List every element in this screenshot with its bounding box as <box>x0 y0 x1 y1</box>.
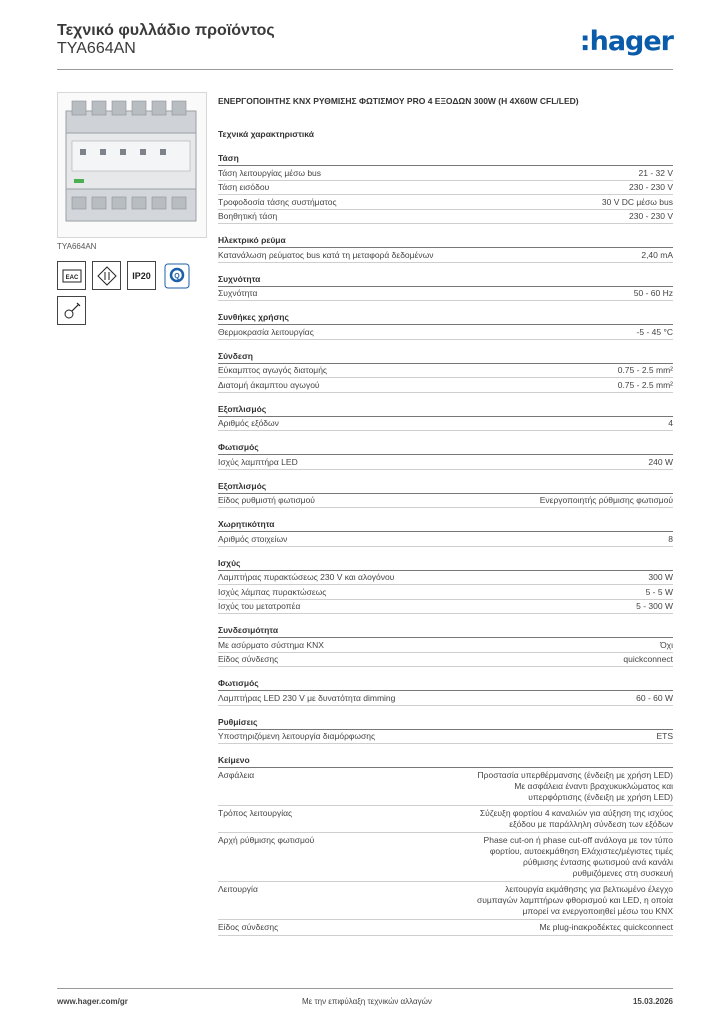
product-image <box>57 92 207 238</box>
technical-characteristics-heading: Τεχνικά χαρακτηριστικά <box>218 129 314 139</box>
spec-value: 0.75 - 2.5 mm² <box>617 365 673 375</box>
spec-row <box>218 364 673 379</box>
screwdriver-torque-icon <box>57 296 86 325</box>
text-row <box>218 833 673 882</box>
spec-label: Εύκαμπτος αγωγός διατομής <box>218 365 328 375</box>
spec-row <box>218 181 673 196</box>
section-title: Σύνδεση <box>218 350 673 364</box>
product-code-title: TYA664AN <box>57 40 136 57</box>
spec-row <box>218 494 673 509</box>
spec-label: Ισχύς λάμπας πυρακτώσεως <box>218 586 327 597</box>
spec-value: 50 - 60 Hz <box>633 288 673 298</box>
footer-date: 15.03.2026 <box>632 997 673 1006</box>
text-value <box>473 770 673 803</box>
svg-text:EAC: EAC <box>65 274 78 281</box>
spec-value: Όχι <box>660 639 673 650</box>
spec-sections <box>218 152 673 744</box>
section-title: Κείμενο <box>218 754 673 768</box>
spec-label: Είδος ρυθμιστή φωτισμού <box>218 495 315 505</box>
product-image-column <box>57 92 207 325</box>
text-value <box>473 835 673 879</box>
spec-value: 60 - 60 W <box>636 692 673 703</box>
spec-value: 230 - 230 V <box>629 182 673 192</box>
quickconnect-icon <box>162 261 191 290</box>
text-row <box>218 806 673 833</box>
spec-row <box>218 455 673 470</box>
text-label: Τρόπος λειτουργίας <box>218 808 293 818</box>
section-title: Φωτισμός <box>218 441 673 455</box>
text-label: Είδος σύνδεσης <box>218 922 279 932</box>
eac-icon <box>57 261 86 290</box>
spec-row <box>218 417 673 432</box>
product-image-caption: TYA664AN <box>57 242 97 251</box>
spec-value: 30 V DC μέσω bus <box>601 196 673 207</box>
section-title: Εξοπλισμός <box>218 403 673 417</box>
spec-value: 2,40 mA <box>641 249 673 260</box>
spec-value: 5 - 300 W <box>636 601 673 611</box>
text-value-line: Προστασία υπερθέρμανσης (ένδειξη με χρήση LED) <box>477 770 673 780</box>
spec-value: quickconnect <box>623 654 673 664</box>
spec-label: Κατανάλωση ρεύματος bus κατά τη μεταφορά δεδομένων <box>218 249 434 260</box>
section-title: Ισχύς <box>218 557 673 571</box>
spec-row <box>218 210 673 225</box>
section-title: Τάση <box>218 152 673 166</box>
spec-row <box>218 600 673 615</box>
din-rail-module-image <box>58 93 206 237</box>
spec-label: Υποστηριζόμενη λειτουργία διαμόρφωσης <box>218 731 376 741</box>
spec-row <box>218 287 673 302</box>
spec-row <box>218 248 673 263</box>
text-value <box>473 922 673 933</box>
spec-value: 4 <box>668 418 673 428</box>
text-row <box>218 768 673 806</box>
text-value-line: λειτουργία εκμάθησης για βελτιωμένο έλεγχο συμπαγών λαμπτήρων φθορισμού και LED, η οποία μπορεί να ενεργοποιηθεί μέσω του KNX <box>476 884 673 916</box>
text-label: Αρχή ρύθμισης φωτισμού <box>218 835 315 845</box>
section-title: Συχνότητα <box>218 273 673 287</box>
spec-label: Τάση εισόδου <box>218 182 270 192</box>
section-title: Ηλεκτρικό ρεύμα <box>218 234 673 248</box>
text-value-line: Με plug-inακροδέκτες quickconnect <box>539 922 673 932</box>
spec-row <box>218 195 673 210</box>
spec-value: 5 - 5 W <box>645 586 673 597</box>
spec-value: Ενεργοποιητής ρύθμισης φωτισμού <box>539 495 673 505</box>
page-header <box>57 22 673 58</box>
spec-value: 240 W <box>648 456 673 467</box>
spec-row <box>218 571 673 586</box>
certification-icons <box>57 261 207 290</box>
section-title: Συνδεσιμότητα <box>218 624 673 638</box>
product-name: ΕΝΕΡΓΟΠΟΙΗΤΗΣ KNX ΡΥΘΜΙΣΗΣ ΦΩΤΙΣΜΟΥ PRO 4 ΕΞΟΔΩΝ 300W (Η 4X60W CFL/LED) <box>218 96 579 106</box>
text-row <box>218 882 673 920</box>
page-title: Τεχνικό φυλλάδιο προϊόντος <box>57 22 275 39</box>
svg-text:Q: Q <box>173 272 180 280</box>
spec-row <box>218 691 673 706</box>
hager-logo: :hager <box>579 26 673 57</box>
section-title: Χωρητικότητα <box>218 518 673 532</box>
spec-label: Βοηθητική τάση <box>218 211 278 221</box>
spec-label: Λαμπτήρας πυρακτώσεως 230 V και αλογόνου <box>218 572 395 582</box>
text-label: Ασφάλεια <box>218 770 255 780</box>
text-section <box>218 754 673 936</box>
spec-label: Τάση λειτουργίας μέσω bus <box>218 167 322 178</box>
spec-label: Συχνότητα <box>218 288 258 298</box>
specifications-column <box>218 95 673 936</box>
spec-value: 300 W <box>648 572 673 582</box>
spec-value: ETS <box>656 731 673 741</box>
spec-label: Λαμπτήρας LED 230 V με δυνατότητα dimming <box>218 692 396 703</box>
class-ii-insulation-icon <box>92 261 121 290</box>
spec-label: Ισχύς του μετατροπέα <box>218 601 301 611</box>
spec-label: Είδος σύνδεσης <box>218 654 279 664</box>
spec-value: 21 - 32 V <box>638 167 673 178</box>
text-value <box>473 884 673 917</box>
spec-row <box>218 166 673 181</box>
spec-label: Ισχύς λαμπτήρα LED <box>218 456 298 467</box>
text-label: Λειτουργία <box>218 884 258 894</box>
spec-value: -5 - 45 °C <box>636 326 673 337</box>
text-row <box>218 920 673 936</box>
spec-row <box>218 730 673 745</box>
spec-label: Αριθμός εξόδων <box>218 418 279 428</box>
spec-value: 230 - 230 V <box>629 211 673 221</box>
footer-notice: Με την επιφύλαξη τεχνικών αλλαγών <box>302 997 432 1006</box>
text-value-line: Σύζευξη φορτίου 4 καναλιών για αύξηση της ισχύος εξόδου με παράλληλη σύνδεση των εξόδων <box>479 808 673 829</box>
spec-row <box>218 638 673 653</box>
spec-row <box>218 378 673 393</box>
section-title: Συνθήκες χρήσης <box>218 311 673 325</box>
spec-row <box>218 532 673 547</box>
section-title: Εξοπλισμός <box>218 480 673 494</box>
spec-label: Τροφοδοσία τάσης συστήματος <box>218 196 337 207</box>
spec-label: Διατομή άκαμπτου αγωγού <box>218 379 320 390</box>
footer-divider <box>57 988 673 989</box>
spec-label: Αριθμός στοιχείων <box>218 533 288 544</box>
spec-row <box>218 653 673 668</box>
header-divider <box>57 69 673 70</box>
ip20-badge: IP20 <box>127 261 156 290</box>
spec-row <box>218 585 673 600</box>
text-value <box>473 808 673 830</box>
section-title: Φωτισμός <box>218 677 673 691</box>
footer-website[interactable]: www.hager.com/gr <box>57 997 128 1006</box>
text-value-line: Phase cut-on ή phase cut-off ανάλογα με τον τύπο φορτίου, αυτοεκμάθηση Ελάχιστες/μέγιστες τιμές ρύθμισης έντασης φωτισμού ανά κανάλι ρυθμιζόμενες στη συσκευή <box>483 835 673 878</box>
section-title: Ρυθμίσεις <box>218 716 673 730</box>
text-value-line: Με ασφάλεια έναντι βραχυκυκλώματος και υπερφόρτισης (ένδειξη με χρήση LED) <box>514 781 673 802</box>
spec-value: 8 <box>668 533 673 544</box>
spec-row <box>218 325 673 340</box>
spec-value: 0.75 - 2.5 mm² <box>617 379 673 390</box>
spec-label: Με ασύρματο σύστημα KNX <box>218 639 324 650</box>
spec-label: Θερμοκρασία λειτουργίας <box>218 326 314 337</box>
